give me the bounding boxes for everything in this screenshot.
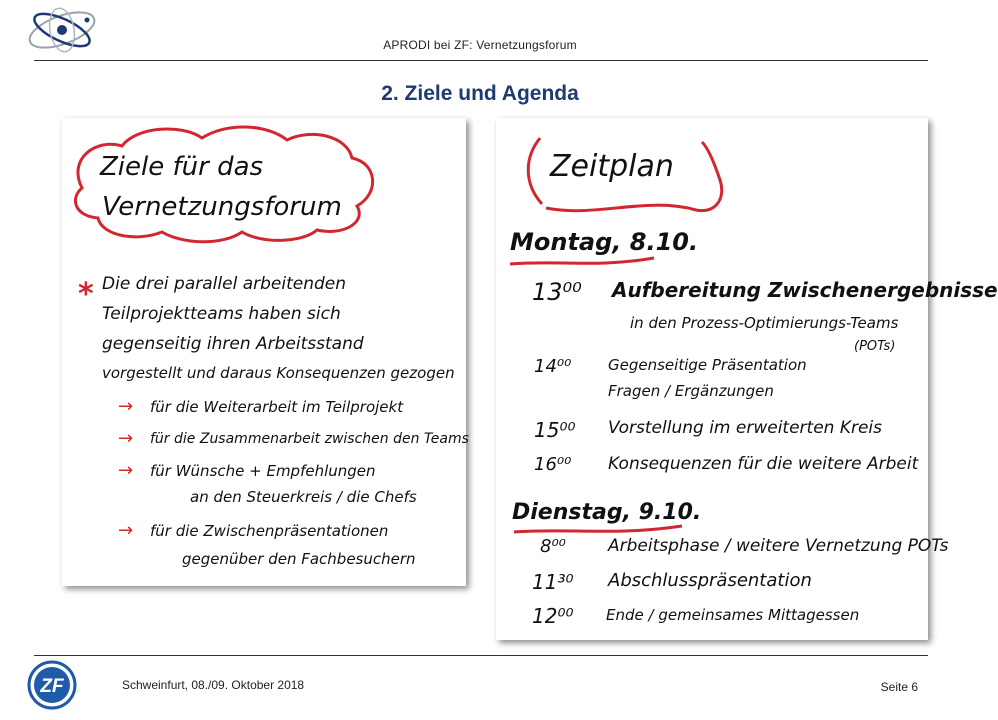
slide-title: 2. Ziele und Agenda: [381, 82, 579, 105]
time-13: 13⁰⁰: [532, 278, 582, 306]
day2-heading: Dienstag, 9.10.: [512, 500, 702, 525]
agenda-item-14-line2: Fragen / Ergänzungen: [608, 382, 774, 400]
time-14: 14⁰⁰: [534, 356, 572, 377]
schedule-title: Zeitplan: [550, 149, 674, 184]
time-15: 15⁰⁰: [534, 418, 576, 442]
intro-line-1: Die drei parallel arbeitenden: [102, 274, 346, 294]
goals-heading-line2: Vernetzungsforum: [102, 192, 342, 222]
agenda-item-13-note: (POTs): [854, 339, 896, 354]
goal-item-4-line2: gegenüber den Fachbesuchern: [182, 550, 416, 568]
agenda-item-13-line2: in den Prozess-Optimierungs-Teams: [630, 314, 899, 332]
agenda-item-15: Vorstellung im erweiterten Kreis: [608, 418, 883, 438]
time-16: 16⁰⁰: [534, 454, 572, 475]
agenda-item-16: Konsequenzen für die weitere Arbeit: [608, 454, 919, 474]
schedule-flipchart: [496, 118, 998, 640]
intro-line-4: vorgestellt und daraus Konsequenzen gezogen: [102, 364, 455, 382]
header-divider: [34, 60, 928, 61]
arrow-icon: →: [118, 460, 134, 481]
goals-heading-line1: Ziele für das: [100, 152, 264, 182]
agenda-item-8: Arbeitsphase / weitere Vernetzung POTs: [608, 536, 949, 556]
goal-item-3-line2: an den Steuerkreis / die Chefs: [190, 488, 417, 506]
schedule-decorations: [496, 118, 928, 640]
zf-logo-text: ZF: [40, 676, 64, 697]
goal-item-1: für die Weiterarbeit im Teilprojekt: [150, 398, 404, 416]
page-number: Seite 6: [880, 680, 918, 694]
header-title: APRODI bei ZF: Vernetzungsforum: [383, 38, 577, 52]
goal-item-2: für die Zusammenarbeit zwischen den Teams: [150, 431, 469, 447]
agenda-item-13-line1: Aufbereitung Zwischenergebnisse: [612, 278, 998, 302]
intro-line-2: Teilprojektteams haben sich: [102, 304, 341, 324]
goals-flipchart: [62, 118, 469, 586]
agenda-item-14-line1: Gegenseitige Präsentation: [608, 356, 807, 374]
goal-item-3-line1: für Wünsche + Empfehlungen: [150, 462, 376, 480]
intro-line-3: gegenseitig ihren Arbeitsstand: [102, 334, 364, 354]
arrow-icon: →: [118, 428, 134, 449]
arrow-icon: →: [118, 520, 134, 541]
time-1130: 11³⁰: [532, 570, 574, 594]
time-8: 8⁰⁰: [540, 536, 566, 557]
agenda-item-12: Ende / gemeinsames Mittagessen: [606, 606, 860, 624]
zf-logo: [27, 660, 77, 710]
goal-item-4-line1: für die Zwischenpräsentationen: [150, 522, 389, 540]
arrow-icon: →: [118, 396, 134, 417]
agenda-item-1130: Abschlusspräsentation: [608, 570, 812, 591]
bullet-marker: *: [78, 277, 94, 312]
footer-date: Schweinfurt, 08./09. Oktober 2018: [122, 678, 305, 692]
footer-divider: [34, 655, 928, 656]
time-12: 12⁰⁰: [532, 604, 574, 628]
day1-heading: Montag, 8.10.: [510, 228, 699, 256]
